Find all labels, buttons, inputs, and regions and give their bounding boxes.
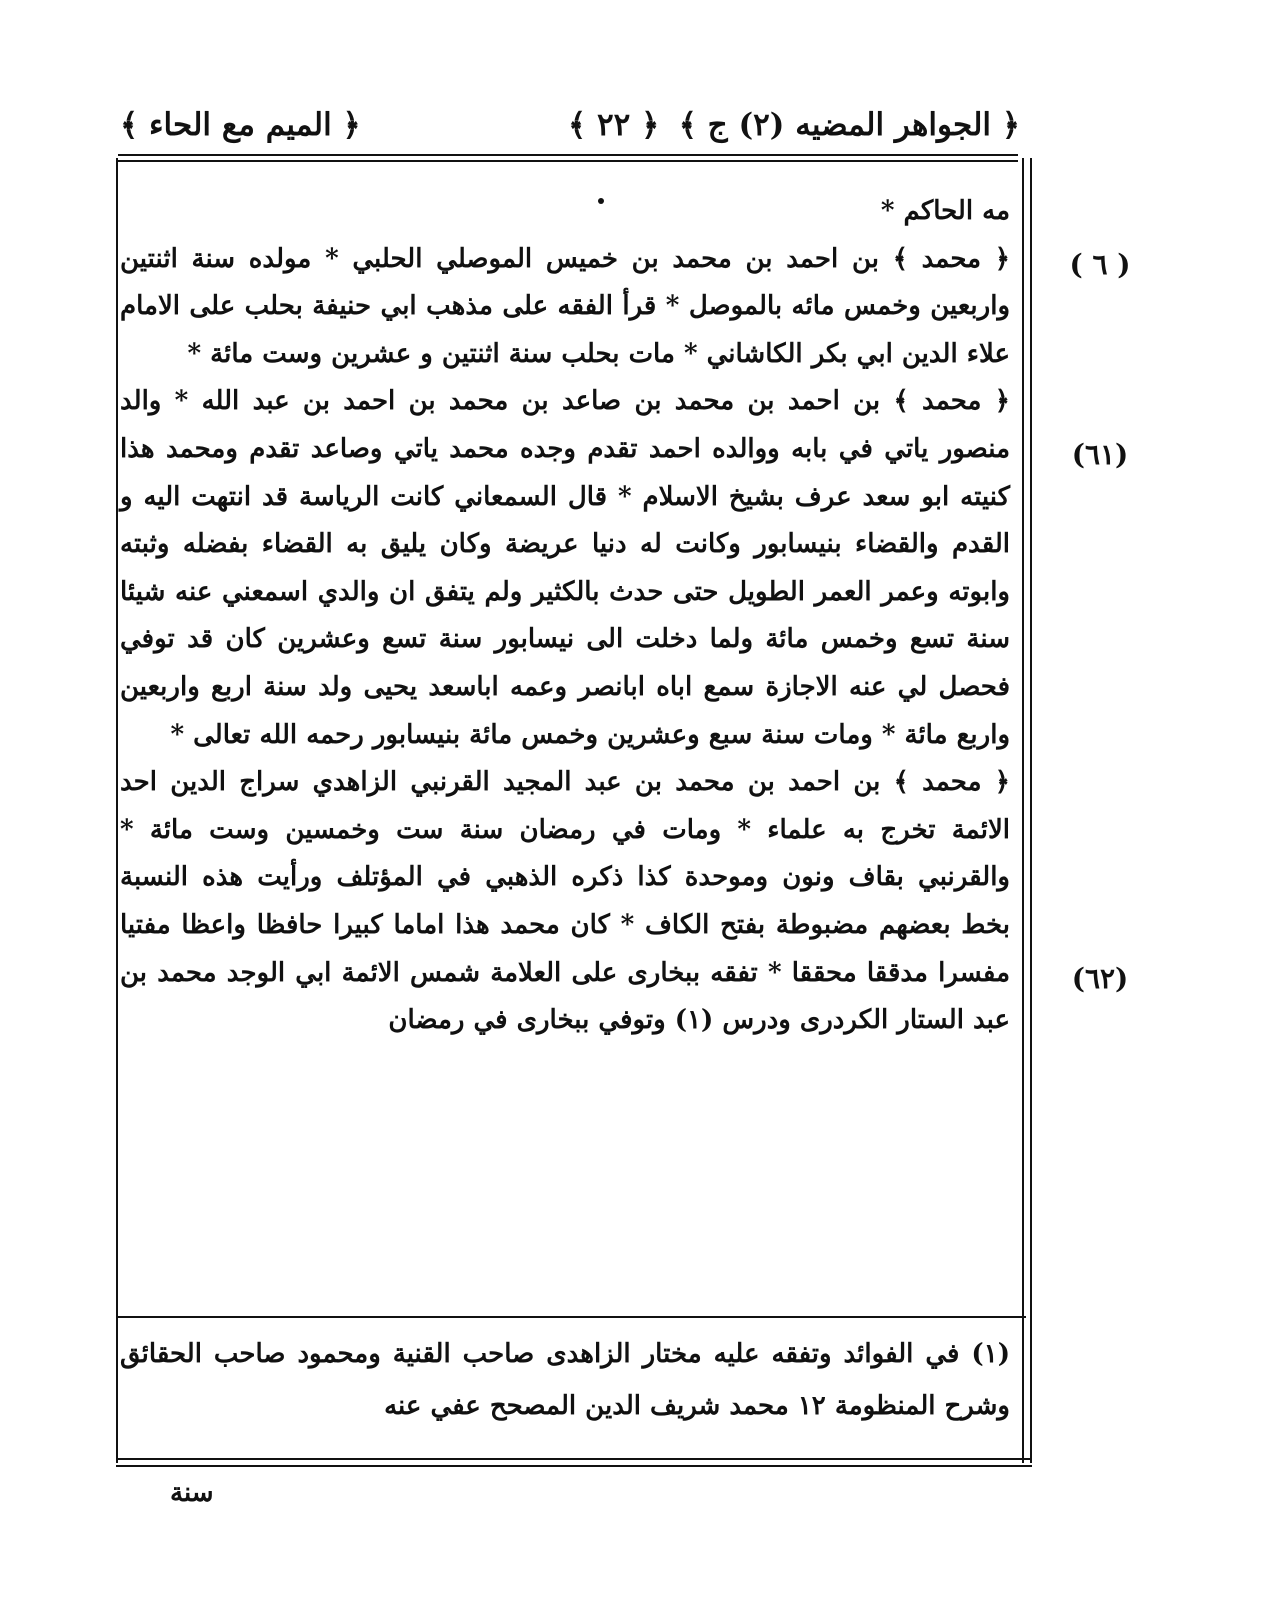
header-rule-double	[118, 160, 1018, 162]
header-title: ﴿ الجواهر المضيه (٢) ج ﴾	[678, 107, 1020, 143]
main-text	[120, 188, 1010, 1045]
entry-paragraph: ﴿ محمد ﴾ بن احمد بن محمد بن عبد المجيد القرنبي الزاهدي سراج الدين احد الائمة تخرج به علماء * ومات في رمضان سنة ست وخمسين وست مائة * والقرنبي بقاف ونون وموحدة كذا ذكره الذهبي في المؤتلف ورأيت هذه النسبة بخط بعضهم مضبوطة بفتح الكاف * كان محمد هذا اماما كبيرا حافظا واعظا مفتيا مفسرا مدققا محققا * تفقه ببخارى على العلامة شمس الائمة ابي الوجد محمد بن عبد الستار الكردرى ودرس (١) وتوفي ببخارى في رمضان	[120, 767, 1011, 1036]
catchword: سنة	[170, 1478, 214, 1508]
frame-line-right-outer	[1030, 158, 1032, 1463]
bottom-rule	[116, 1458, 1032, 1460]
footnote	[120, 1328, 1010, 1432]
entry-number: (٦١)	[1071, 438, 1129, 471]
header-rule	[118, 154, 1018, 156]
entry-paragraph: مه الحاكم *	[880, 196, 1010, 226]
page-number: ﴿ ٢٢ ﴾	[568, 107, 660, 143]
footnote-text: (١) في الفوائد وتفقه عليه مختار الزاهدى صاحب القنية ومحمود صاحب الحقائق وشرح المنظومة ١٢ محمد شريف الدين المصحح عفي عنه	[120, 1339, 1010, 1421]
running-header	[120, 100, 1020, 150]
entry-number: (٦٢)	[1071, 962, 1129, 995]
bottom-rule-double	[116, 1465, 1032, 1467]
frame-line-left	[116, 158, 118, 1463]
entry-paragraph: ﴿ محمد ﴾ بن احمد بن محمد بن صاعد بن محمد بن احمد بن عبد الله * والد منصور ياتي في بابه ووالده احمد تقدم وجده محمد ياتي وصاعد تقدم ومحمد هذا كنيته ابو سعد عرف بشيخ الاسلام * قال السمعاني كانت الرياسة قد انتهت اليه و القدم والقضاء بنيسابور وكانت له دنيا عريضة وكان يليق به القضاء بفضله وثبته وابوته وعمر العمر الطويل حتى حدث بالكثير ولم يتفق ان والدي اسمعني عنه شيئا سنة تسع وخمس مائة ولما دخلت الى نيسابور سنة تسع وعشرين كان قد توفي فحصل لي عنه الاجازة سمع اباه ابانصر وعمه اباسعد يحيى ولد سنة اربع واربعين واربع مائة * ومات سنة سبع وعشرين وخمس مائة بنيسابور رحمه الله تعالى *	[120, 386, 1011, 750]
entry-number: ( ٦ )	[1069, 248, 1131, 281]
header-section: ﴿ الميم مع الحاء ﴾	[120, 107, 361, 143]
entry-paragraph: ﴿ محمد ﴾ بن احمد بن محمد بن خميس الموصلي الحلبي * مولده سنة اثنتين واربعين وخمس مائه بالموصل * قرأ الفقه على مذهب ابي حنيفة بحلب على الامام علاء الدين ابي بكر الكاشاني * مات بحلب سنة اثنتين و عشرين وست مائة *	[120, 243, 1010, 369]
footnote-rule	[116, 1316, 1026, 1318]
frame-line-right	[1022, 158, 1024, 1463]
